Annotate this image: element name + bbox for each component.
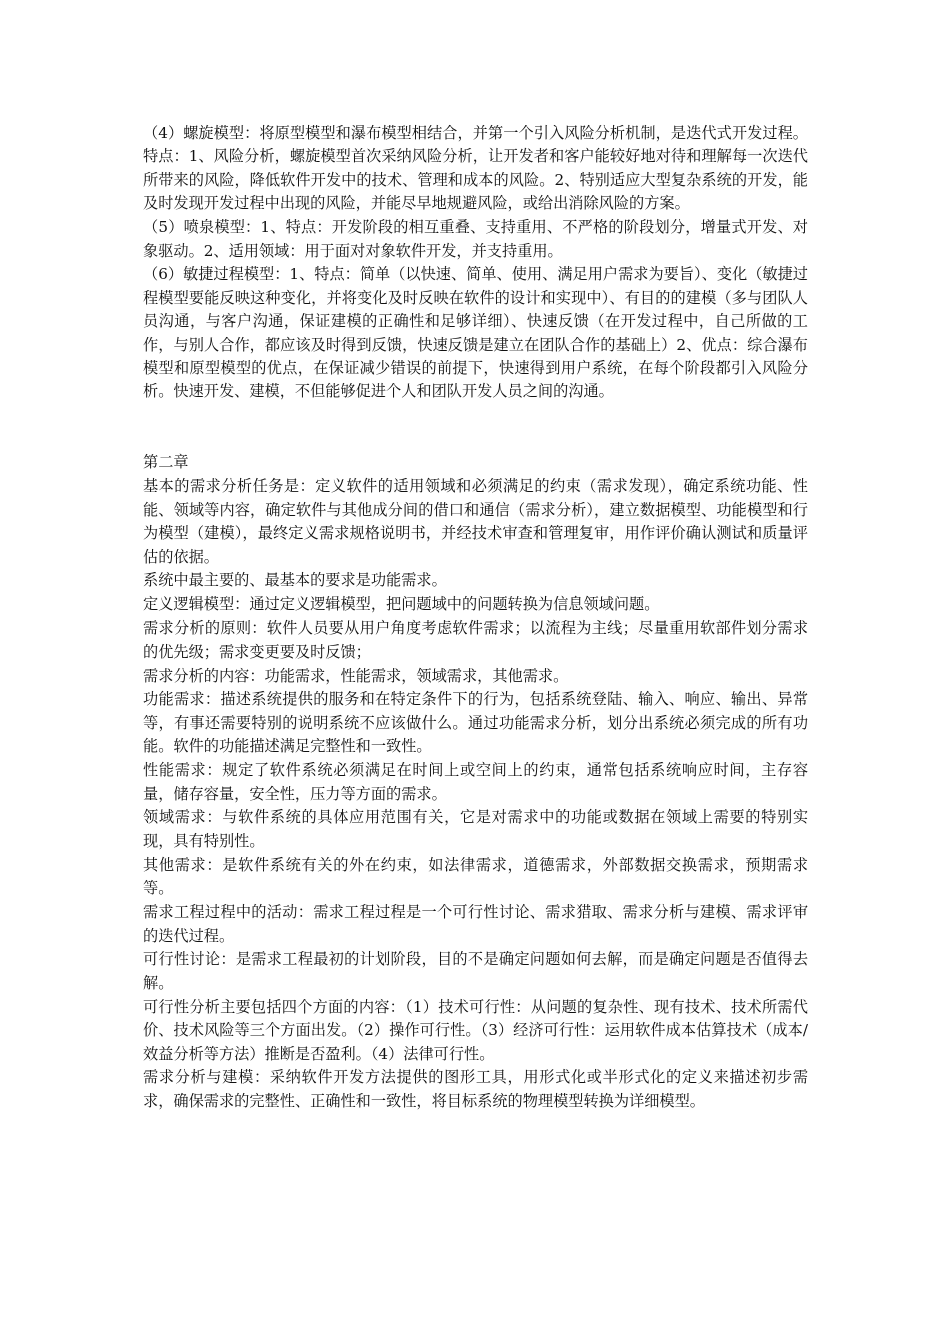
paragraph-feasibility-aspects: 可行性分析主要包括四个方面的内容：（1）技术可行性：从问题的复杂性、现有技术、技术所需代价、技术风险等三个方面出发。（2）操作可行性。（3）经济可行性：运用软件成本估算技术（成本/效益分析等方法）推断是否盈利。（4）法律可行性。 [143, 997, 808, 1063]
paragraph-main-requirement: 系统中最主要的、最基本的要求是功能需求。 [143, 571, 447, 590]
paragraph-engineering-activities: 需求工程过程中的活动：需求工程过程是一个可行性讨论、需求猎取、需求分析与建模、需求评审的迭代过程。 [143, 903, 808, 945]
paragraph-performance-requirements: 性能需求：规定了软件系统必须满足在时间上或空间上的约束，通常包括系统响应时间，主存容量，储存容量，安全性，压力等方面的需求。 [143, 761, 808, 803]
paragraph-analysis-tasks: 基本的需求分析任务是：定义软件的适用领域和必须满足的约束（需求发现），确定系统功能、性能、领域等内容，确定软件与其他成分间的借口和通信（需求分析），建立数据模型、功能模型和行为模型（建模），最终定义需求规格说明书，并经技术审查和管理复审，用作评价确认测试和质量评估的依据。 [143, 477, 808, 566]
paragraph-spiral-model: （4）螺旋模型：将原型模型和瀑布模型相结合，并第一个引入风险分析机制，是迭代式开发过程。特点：1、风险分析，螺旋模型首次采纳风险分析，让开发者和客户能较好地对待和理解每一次迭代所带来的风险，降低软件开发中的技术、管理和成本的风险。2、特别适应大型复杂系统的开发，能及时发现开发过程中出现的风险，并能尽早地规避风险，或给出消除风险的方案。 [143, 124, 808, 213]
section-spacer [143, 404, 808, 451]
paragraph-functional-requirements: 功能需求：描述系统提供的服务和在特定条件下的行为，包括系统登陆、输入、响应、输出、异常等，有事还需要特别的说明系统不应该做什么。通过功能需求分析，划分出系统必须完成的所有功能。软件的功能描述满足完整性和一致性。 [143, 690, 808, 756]
paragraph-analysis-content: 需求分析的内容：功能需求，性能需求，领域需求，其他需求。 [143, 666, 569, 685]
document-body [143, 122, 808, 1114]
paragraph-analysis-modeling: 需求分析与建模：采纳软件开发方法提供的图形工具，用形式化或半形式化的定义来描述初步需求，确保需求的完整性、正确性和一致性，将目标系统的物理模型转换为详细模型。 [143, 1068, 808, 1110]
paragraph-fountain-model: （5）喷泉模型：1、特点：开发阶段的相互重叠、支持重用、不严格的阶段划分，增量式开发、对象驱动。2、适用领域：用于面对对象软件开发，并支持重用。 [143, 218, 808, 260]
paragraph-feasibility-study: 可行性讨论：是需求工程最初的计划阶段，目的不是确定问题如何去解，而是确定问题是否值得去解。 [143, 950, 808, 992]
paragraph-other-requirements: 其他需求：是软件系统有关的外在约束，如法律需求，道德需求，外部数据交换需求，预期需求等。 [143, 855, 808, 898]
paragraph-logical-model: 定义逻辑模型：通过定义逻辑模型，把问题域中的问题转换为信息领域问题。 [143, 595, 660, 614]
chapter-heading: 第二章 [143, 453, 189, 472]
paragraph-analysis-principles: 需求分析的原则：软件人员要从用户角度考虑软件需求；以流程为主线；尽量重用软部件划分需求的优先级；需求变更要及时反馈； [143, 619, 808, 661]
paragraph-domain-requirements: 领域需求：与软件系统的具体应用范围有关，它是对需求中的功能或数据在领域上需要的特别实现，具有特别性。 [143, 808, 808, 850]
paragraph-agile-model: （6）敏捷过程模型：1、特点：简单（以快速、简单、使用、满足用户需求为要旨）、变化（敏捷过程模型要能反映这种变化，并将变化及时反映在软件的设计和实现中）、有目的的建模（多与团队人员沟通，与客户沟通，保证建模的正确性和足够详细）、快速反馈（在开发过程中，自己所做的工作，与别人合作，都应该及时得到反馈，快速反馈是建立在团队合作的基础上）2、优点：综合瀑布模型和原型模型的优点，在保证减少错误的前提下，快速得到用户系统，在每个阶段都引入风险分析。快速开发、建模，不但能够促进个人和团队开发人员之间的沟通。 [143, 265, 808, 401]
